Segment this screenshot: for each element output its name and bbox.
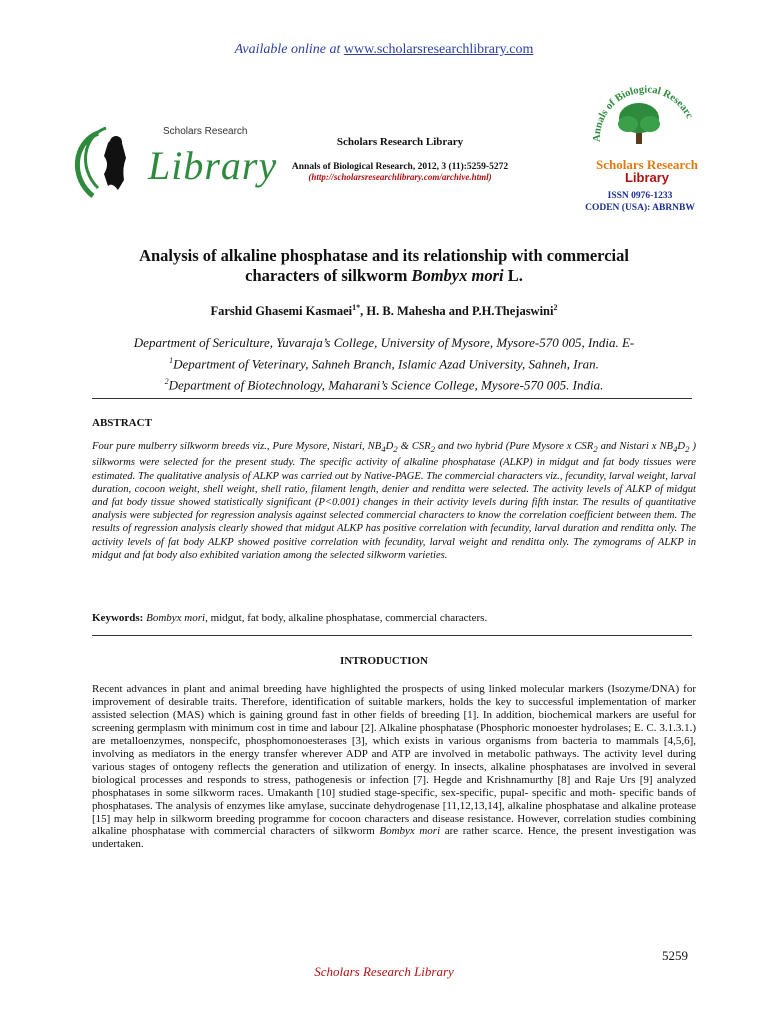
- author-1-sup: 1*: [352, 303, 361, 312]
- abstract-part: and two hybrid (Pure Mysore x CSR: [435, 441, 594, 452]
- coden: CODEN (USA): ABRNBW: [585, 203, 695, 213]
- abstract-heading: ABSTRACT: [92, 417, 152, 429]
- affiliation-2-text: Department of Veterinary, Sahneh Branch, Islamic Azad University, Sahneh, Iran.: [173, 356, 599, 372]
- archive-url: (http://scholarsresearchlibrary.com/archive.html): [308, 172, 492, 182]
- abstract-part: and Nistari x NB: [597, 441, 673, 452]
- affiliations: [70, 334, 698, 395]
- author-2-sup: 2: [553, 303, 558, 312]
- abstract-part: & CSR: [397, 441, 431, 452]
- journal-header: [260, 136, 540, 182]
- page-number: 5259: [662, 948, 688, 963]
- author-2-3: , H. B. Mahesha and P.H.Thejaswini: [360, 304, 554, 319]
- left-logo-top-text: Scholars Research: [163, 126, 248, 137]
- issn: ISSN 0976-1233: [607, 191, 673, 201]
- left-logo-library-word: Library: [148, 143, 278, 188]
- right-logo-line1: Scholars Research: [596, 157, 698, 172]
- affiliation-3-text: Department of Biotechnology, Maharani’s Science College, Mysore-570 005. India.: [168, 377, 604, 393]
- title-line-1: Analysis of alkaline phosphatase and its relationship with commercial: [139, 246, 629, 265]
- footer-publisher: Scholars Research Library: [314, 964, 454, 979]
- affiliation-3-sup: 2: [164, 377, 169, 387]
- divider-top: [92, 398, 692, 399]
- abstract-text: [92, 440, 696, 562]
- abstract-part: D: [385, 441, 394, 452]
- title-species-name: Bombyx mori: [411, 266, 504, 285]
- authors: [70, 303, 698, 319]
- annals-arc-text: Annals of Biological Researc: [591, 84, 695, 143]
- header-library-name: Scholars Research Library: [336, 136, 464, 148]
- abstract-sub: 4: [673, 444, 678, 455]
- paper-title: [70, 246, 698, 286]
- keyword-species: Bombyx mori: [146, 612, 206, 624]
- available-online-label: Available online at: [234, 42, 344, 57]
- title-line-2: [70, 266, 698, 286]
- abstract-sub: 4: [381, 444, 386, 455]
- abstract-sub: 2: [685, 444, 690, 455]
- divider-bottom: [92, 635, 692, 636]
- title-line-2-end: L.: [503, 266, 523, 285]
- abstract-part: ) silkworms were selected for the present study. The specific activity of alkaline phosphatase (ALKP) in midgut and fat body tissues were estimated. The qualitative analysis of ALKP was carried out by Native-PAGE. The commercial characters viz., fecundity, larval weight, larval duration, cocoon weight, shell weight, shell ratio, filament length, denier and renditta were selected. The activity levels of ALKP of midgut and fat body tissue showed statistically significant (P<0.001) changes in their activity levels during fifth instar. The results of quantitative analysis were subjected for regression analysis against selected commercial characters to know the correlation coefficient between them. The results of regression analysis clearly showed that midgut ALKP has positive correlation with fecundity, larval duration and renditta only. The activity levels of fat body ALKP showed positive correlation with fecundity, larval weight and renditta only. The zymograms of ALKP in midgut and fat body also exhibited variation among the selected silkworm varieties.: [92, 441, 696, 561]
- intro-species: Bombyx mori: [379, 825, 441, 838]
- abstract-part: D: [677, 441, 686, 452]
- affiliation-1: Department of Sericulture, Yuvaraja’s College, University of Mysore, Mysore-570 005, India. E-: [133, 335, 635, 350]
- title-line-2-text: characters of silkworm: [245, 266, 412, 285]
- abstract-sub: 2: [593, 444, 598, 455]
- journal-website-link[interactable]: www.scholarsresearchlibrary.com: [343, 42, 534, 57]
- keywords-label: Keywords: [92, 612, 140, 624]
- introduction-heading: INTRODUCTION: [339, 655, 428, 667]
- abstract-part: Four pure mulberry silkworm breeds viz., Pure Mysore, Nistari, NB: [92, 441, 382, 452]
- keywords: Keywords: Bombyx mori, midgut, fat body, alkaline phosphatase, commercial characters.: [92, 612, 488, 624]
- author-1: Farshid Ghasemi Kasmaei: [210, 304, 353, 319]
- scholars-research-library-logo: [68, 118, 278, 208]
- affiliation-2-sup: 1: [169, 356, 174, 365]
- intro-end: are rather scarce. Hence, the present investigation was undertaken.: [92, 825, 696, 851]
- introduction-text: [92, 683, 696, 851]
- abstract-sub: 2: [393, 444, 398, 455]
- keywords-list: , midgut, fat body, alkaline phosphatase, commercial characters.: [205, 612, 488, 624]
- annals-logo: [582, 72, 702, 192]
- affiliation-2: [70, 352, 698, 373]
- affiliation-3: [70, 373, 698, 394]
- issn-block: [560, 190, 720, 214]
- abstract-sub: 2: [430, 444, 436, 455]
- available-online-line: [0, 42, 768, 58]
- journal-citation: Annals of Biological Research, 2012, 3 (11):5259-5272: [291, 162, 509, 172]
- right-logo-line2: Library: [624, 170, 670, 185]
- intro-body: Recent advances in plant and animal breeding have highlighted the prospects of using linked molecular markers (Isozyme/DNA) for improvement of desirable traits. Therefore, identification of suitable markers, holds the key to successful implementation of marker assisted selection (MAS) which is gaining ground fast in other fields of breeding [1]. In addition, biochemical markers are useful for screening germplasm with minimum cost in time and labour [2]. Alkaline phosphatase (Phosphoric monoester hydrolases; E. C. 3.1.3.1.) are metalloenzymes, nonspecifc, phosphomonoesterases [3], which exists in various organisms from bacteria to mammals [4,5,6], involving as mediators in the energy transfer wherever ADP and ATP are involved in metabolic pathways. The activity level during various stages of ontogeny reflects the generation and utilization of energy. In insects, alkaline phosphatases are involved in several biological processes and responds to stress, pathogenesis or infection [7]. Hegde and Krishnamurthy [8] and Raje Urs [9] analyzed phosphatases in some silkworm races. Umakanth [10] studied stage-specific, sex-specific, pupal- specific and moth- specific bands of phosphatases. The analysis of enzymes like amylase, succinate dehydrogenase [11,12,13,14], alkaline phosphatase and alkaline protease [15] may help in silkworm breeding programme for cocoon characters and disease resistance. However, correlation studies combining alkaline phosphatase with commercial characters of silkworm: [92, 683, 696, 838]
